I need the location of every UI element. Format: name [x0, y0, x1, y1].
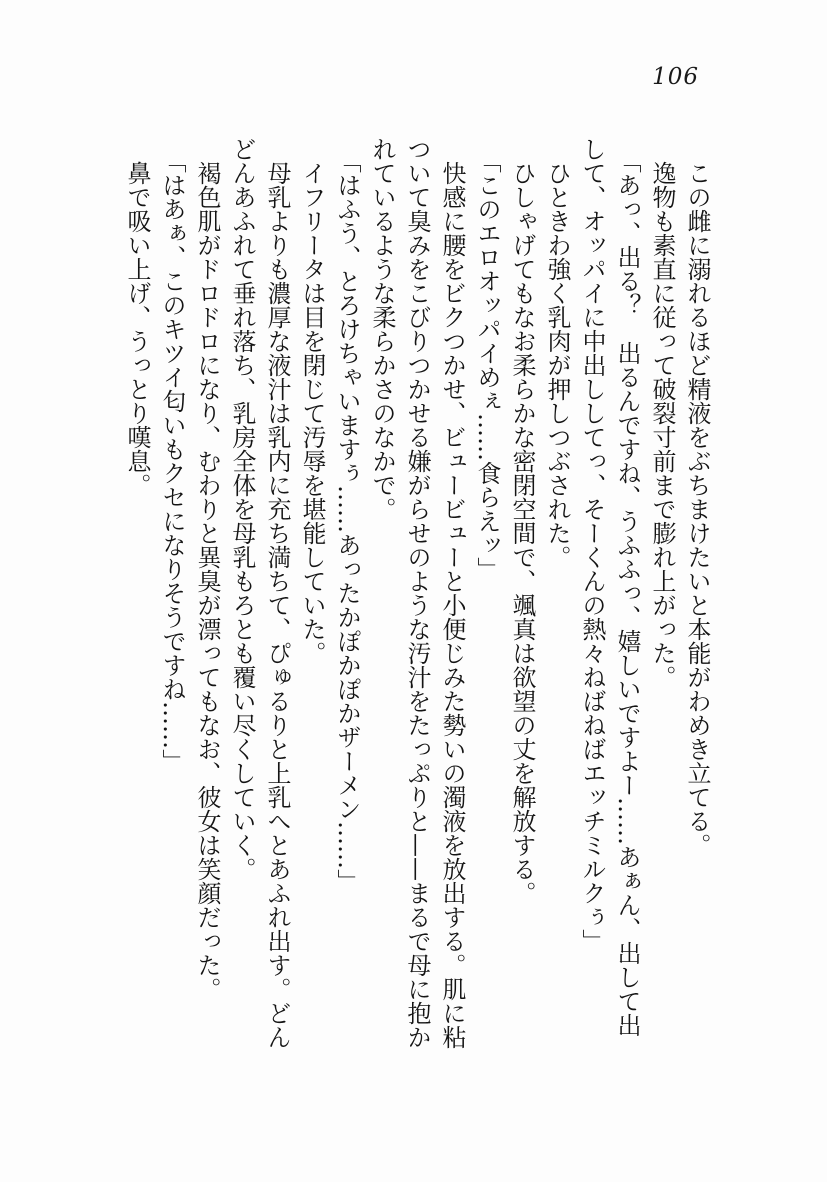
- paragraph: 褐色肌がドロドロになり、むわりと異臭が漂ってもなお、彼女は笑顔だった。: [193, 161, 221, 1001]
- page-number: 106: [652, 64, 699, 90]
- paragraph-dialogue: 「はあぁ、このキツイ匂いもクセになりそうですね……」: [158, 149, 186, 773]
- text-block: [119, 137, 714, 1052]
- paragraph: 逸物も素直に従って破裂寸前まで膨れ上がった。: [648, 161, 676, 689]
- paragraph: イフリータは目を閉じて汚辱を堪能していた。: [298, 161, 326, 665]
- paragraph: ひときわ強く乳肉が押しつぶされた。: [543, 161, 571, 569]
- paragraph-dialogue: 「このエロオッパイめぇ……食らえッ」: [473, 149, 501, 581]
- paragraph: 鼻で吸い上げ、うっとり嘆息。: [123, 161, 151, 497]
- paragraph: ひしゃげてもなお柔らかな密閉空間で、颯真は欲望の丈を解放する。: [508, 161, 536, 905]
- paragraph: 快感に腰をビクつかせ、ビュービューと小便じみた勢いの濁液を放出する。肌に粘ついて臭みをこびりつかせる嫌がらせのような汚汁をたっぷりと——まるで母に抱かれているような柔らかさのなかで。: [368, 137, 466, 1049]
- paragraph: 母乳よりも濃厚な液汁は乳内に充ち満ちて、ぴゅるりと上乳へとあふれ出す。どんどんあふれて垂れ落ち、乳房全体を母乳もろとも覆い尽くしていく。: [228, 137, 291, 1049]
- paragraph: この雌に溺れるほど精液をぶちまけたいと本能がわめき立てる。: [683, 161, 711, 857]
- paragraph-dialogue: 「あっ、出る？ 出るんですね、うふふっ、嬉しいですよー……あぁん、出して出して、オッパイに中出ししてっ、そーくんの熱々ねばねばエッチミルクぅ」: [578, 137, 641, 1037]
- paragraph-dialogue: 「はふう、とろけちゃいますぅ……あったかぽかぽかザーメン……」: [333, 149, 361, 893]
